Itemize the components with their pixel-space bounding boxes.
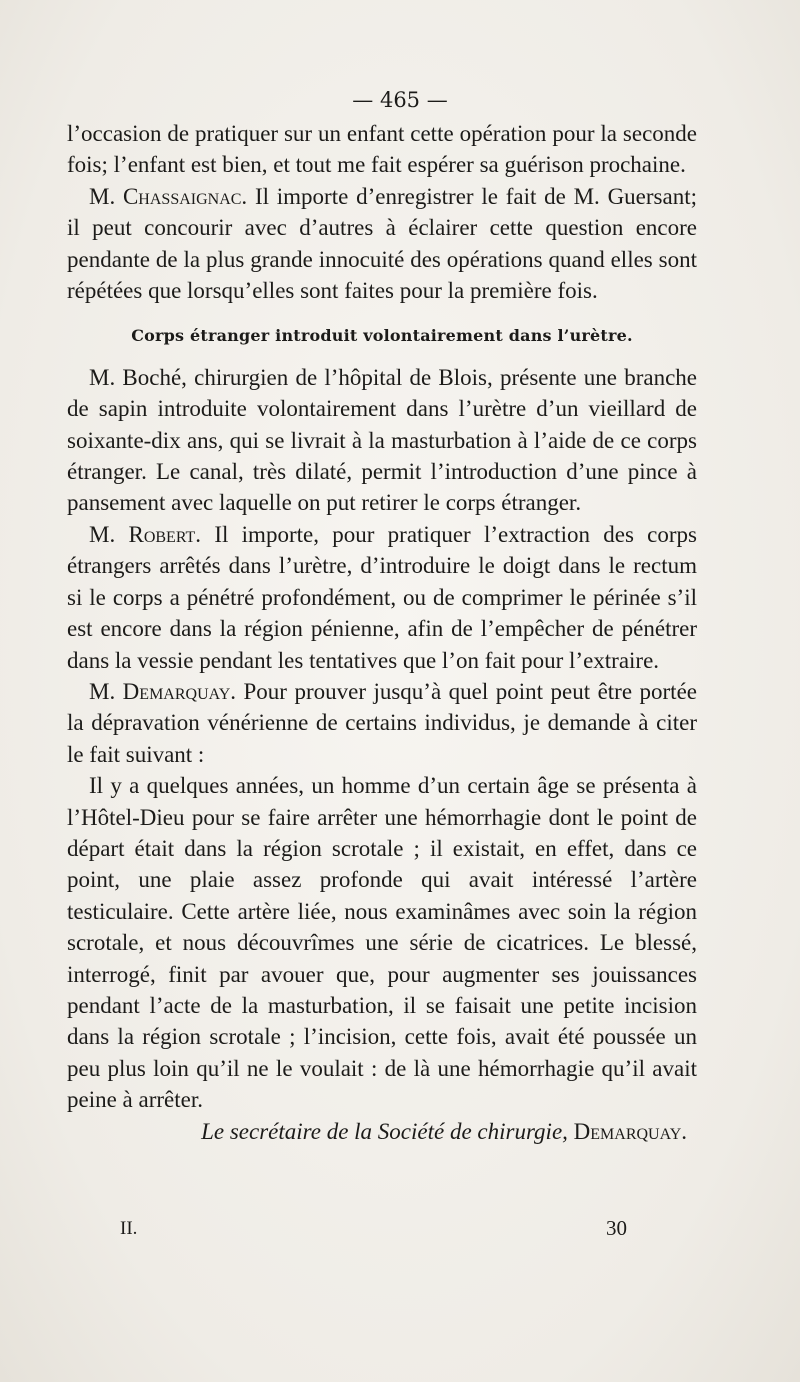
speaker-name: M. Robert.: [89, 521, 202, 547]
paragraph-5: [67, 676, 697, 770]
paragraph-text: Il importe, pour pratiquer l’extraction des corps étrangers arrêtés dans l’urètre, d’introduire le doigt dans le rectum si le corps a pénétré profondément, ou de comprimer le périnée s’il est encore dans la région pénienne, afin de l’empêcher de pénétrer dans la vessie pendant les tentatives que l’on fait pour l’extraire.: [67, 521, 697, 673]
section-heading: Corps étranger introduit volontairement dans l’urètre.: [131, 326, 633, 346]
signature-marker: 30: [606, 1216, 627, 1240]
signature-text: Le secrétaire de la Société de chirurgie,: [201, 1118, 574, 1144]
body-text: [67, 118, 697, 1147]
page-number: — 465 —: [352, 88, 448, 112]
paragraph-6: Il y a quelques années, un homme d’un certain âge se présenta à l’Hôtel-Dieu pour se faire arrêter une hémorrhagie dont le point de départ était dans la région scrotale ; il existait, en effet, dans ce point, une plaie assez profonde qui avait intéressé l’artère testiculaire. Cette artère liée, nous examinâmes avec soin la région scrotale, et nous découvrîmes une série de cicatrices. Le blessé, interrogé, finit par avouer que, pour augmenter ses jouissances pendant l’acte de la masturbation, il se faisait une petite incision dans la région scrotale ; l’incision, cette fois, avait été poussée un peu plus loin qu’il ne le voulait : de là une hémorrhagie qu’il avait peine à arrêter.: [67, 773, 697, 1113]
paragraph-3: M. Boché, chirurgien de l’hôpital de Blois, présente une branche de sapin introduite volontairement dans l’urètre d’un vieillard de soixante-dix ans, qui se livrait à la masturbation à l’aide de ce corps étranger. Le canal, très dilaté, permit l’introduction d’une pince à pansement avec laquelle on put retirer le corps étranger.: [67, 364, 697, 516]
volume-marker: II.: [120, 1218, 138, 1239]
paragraph-1: l’occasion de pratiquer sur un enfant cette opération pour la seconde fois; l’enfant est bien, et tout me fait espérer sa guérison prochaine.: [67, 121, 697, 178]
paragraph-4: [67, 519, 697, 676]
signature-line: [67, 1116, 697, 1147]
paragraph-text: Il importe d’enregistrer le fait de M. Guersant; il peut concourir avec d’autres à éclairer cette question encore pendante de la plus grande innocuité des opérations quand elles sont répétées que lorsqu’elles sont faites pour la première fois.: [67, 183, 697, 304]
signature-name: Demarquay.: [573, 1118, 687, 1144]
speaker-name: M. Demarquay.: [89, 678, 237, 704]
paragraph-text: Pour prouver jusqu’à quel point peut être portée la dépravation vénérienne de certains individus, je demande à citer le fait suivant :: [67, 678, 697, 767]
speaker-name: M. Chassaignac.: [89, 183, 248, 209]
paragraph-2: [67, 181, 697, 307]
